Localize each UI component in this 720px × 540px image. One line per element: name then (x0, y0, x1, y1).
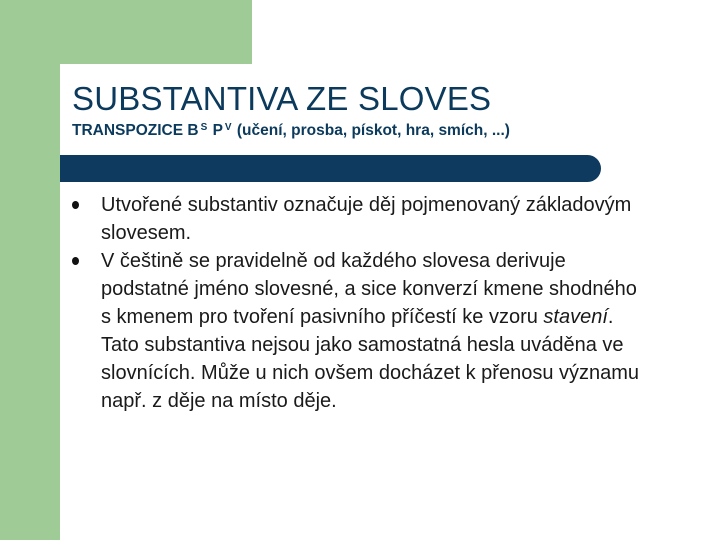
bullet-dot-icon (72, 257, 79, 265)
bullet-item (72, 247, 647, 415)
subtitle-examples: (učení, prosba, pískot, hra, smích, ...) (232, 122, 510, 139)
decorative-navy-bar (60, 155, 601, 182)
decorative-green-sidebar (0, 0, 60, 540)
bullet-list (72, 191, 647, 415)
slide-title: SUBSTANTIVA ZE SLOVES (72, 80, 492, 117)
decorative-green-header-block (0, 0, 252, 64)
subtitle-superscript-v: V (224, 122, 232, 133)
bullet-item (72, 191, 647, 247)
bullet-text: Utvořené substantiv označuje děj pojmenovaný základovým slovesem. (101, 194, 632, 244)
subtitle-superscript-s: S (200, 122, 208, 133)
subtitle-prefix: TRANSPOZICE B (72, 122, 199, 139)
slide-subtitle (72, 122, 510, 140)
bullet-text-start: V češtině se pravidelně od každého slovesa derivuje podstatné jméno slovesné, a sice konverzí kmene shodného s kmenem pro tvoření pasivního příčestí ke vzoru (101, 250, 637, 328)
bullet-text-end: . Tato substantiva nejsou jako samostatná hesla uváděna ve slovnících. Může u nich ovšem docházet k přenosu významu např. z děje na místo děje. (101, 306, 640, 412)
bullet-text-italic: stavení (543, 306, 608, 328)
subtitle-middle: P (208, 122, 223, 139)
bullet-dot-icon (72, 201, 79, 209)
